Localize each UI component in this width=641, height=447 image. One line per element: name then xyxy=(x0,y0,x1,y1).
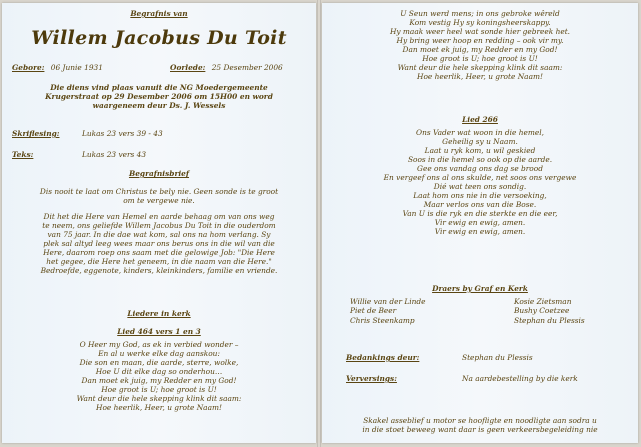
song-line: En al u werke elke dag aanskou: xyxy=(98,349,220,358)
died-value: 25 Desember 2006 xyxy=(211,63,283,72)
song-line: Dié wat teen ons sondig. xyxy=(433,182,527,191)
letter-heading: Begrafnisbrief xyxy=(128,169,190,178)
notice-line: Skakel asseblief u motor se hoofligte en noodligte aan sodra u xyxy=(363,416,597,425)
letter-body-line: Here, daarom roep ons saam met die gelowige Job: "Die Here xyxy=(43,248,275,257)
song1-verse3 xyxy=(322,9,638,81)
letter-body-line: Bedroefde, eggenote, kinders, kleinkinders, familie en vriende. xyxy=(40,266,278,275)
song-line: Hoe groot is U; hoe groot is U! xyxy=(101,385,217,394)
left-page xyxy=(2,3,316,443)
song-line: Hoe heerlik, Heer, u grote Naam! xyxy=(96,403,222,412)
bearer-name: Willie van der Linde xyxy=(350,297,426,306)
song-line: Gee ons vandag ons dag se brood xyxy=(417,164,543,173)
right-page xyxy=(322,3,638,443)
born-value: 06 Junie 1931 xyxy=(50,63,103,72)
born-label: Gebore: xyxy=(12,63,45,72)
bearer-name: Stephan du Plessis xyxy=(514,315,585,325)
letter-intro-line: om te vergewe nie. xyxy=(123,196,195,205)
bearers-heading: Draers by Graf en Kerk xyxy=(432,284,528,293)
song-line: Vir ewig en ewig, amen. xyxy=(434,227,526,236)
song1-heading: Lied 464 vers 1 en 3 xyxy=(117,327,201,336)
bearers-right-column xyxy=(514,297,585,325)
bearer-name: Kosie Zietsman xyxy=(514,297,572,306)
song-line: Ons Vader wat woon in die hemel, xyxy=(416,128,544,137)
letter-body-line: van 75 jaar. In die dae wat kom, sal ons na hom verlang. Sy xyxy=(47,230,271,239)
song2-heading: Lied 266 xyxy=(462,115,498,124)
letter-body-line: te neem, ons geliefde Willem Jacobus Du Toit in die ouderdom xyxy=(42,221,276,230)
song-line: Hy bring weer hoop en redding – ook vir my. xyxy=(396,36,564,45)
reading-label: Skriflesing: xyxy=(12,129,60,138)
song-line: Soos in die hemel so ook op die aarde. xyxy=(407,155,553,164)
reading-value: Lukas 23 vers 39 - 43 xyxy=(82,129,163,138)
song-line: Hy maak weer heel wat sonde hier gebreek het. xyxy=(389,27,571,36)
text-value: Lukas 23 vers 43 xyxy=(82,150,147,159)
song-line: Geheilig sy u Naam. xyxy=(442,137,518,146)
song-line: Laat u ryk kom, u wil geskied xyxy=(424,146,536,155)
service-line: Krugerstraat op 29 Desember 2006 om 15H00 en word xyxy=(45,92,273,101)
service-line: waargeneem deur Ds. J. Wessels xyxy=(92,101,226,110)
song2-lines xyxy=(322,128,638,236)
song-line: Hoe heerlik, Heer, u grote Naam! xyxy=(417,72,543,81)
song-line: Kom vestig Hy sy koningsheerskappy. xyxy=(409,18,551,27)
songs-heading: Liedere in kerk xyxy=(127,309,191,318)
song-line: Die son en maan, die aarde, sterre, wolke, xyxy=(79,358,239,367)
bearers-left-column xyxy=(350,297,425,325)
notice-line: in die stoet beweeg want daar is geen verkeersbegeleiding nie xyxy=(362,425,598,434)
song-line: O Heer my God, as ek in verbied wonder – xyxy=(79,340,239,349)
song-line: Maar verlos ons van die Bose. xyxy=(423,200,537,209)
song-line: Dan moet ek juig, my Redder en my God! xyxy=(81,376,237,385)
refresh-label: Verversings: xyxy=(346,374,397,383)
page-fold xyxy=(317,0,321,447)
song-line: En vergeef ons al ons skulde, net soos ons vergewe xyxy=(383,173,577,182)
bearer-name: Chris Steenkamp xyxy=(350,315,415,325)
service-details xyxy=(2,83,316,110)
song-line: U Seun werd mens; in ons gebroke wêreld xyxy=(400,9,560,18)
song1-verse1 xyxy=(2,340,316,412)
service-line: Die diens vind plaas vanuit die NG Moedergemeente xyxy=(50,83,268,92)
convoy-notice xyxy=(322,416,638,434)
song-line: Laat hom ons nie in die versoeking, xyxy=(413,191,547,200)
bearer-name: Bushy Coetzee xyxy=(514,306,570,316)
song-line: Want deur die hele skepping klink dit saam: xyxy=(76,394,242,403)
letter-body-line: het gegee, die Here het geneem, in die naam van die Here." xyxy=(46,257,272,266)
song-line: Want deur die hele skepping klink dit saam: xyxy=(397,63,563,72)
letter-body-line: Dit het die Here van Hemel en aarde behaag om van ons weg xyxy=(43,212,275,221)
song-line: Van U is die ryk en die sterkte en die eer, xyxy=(402,209,558,218)
letter-intro xyxy=(2,187,316,205)
letter-body xyxy=(2,212,316,275)
bearer-name: Piet de Beer xyxy=(350,306,397,316)
song-line: Dan moet ek juig, my Redder en my God! xyxy=(402,45,558,54)
deceased-name: Willem Jacobus Du Toit xyxy=(31,27,287,49)
letter-intro-line: Dis nooit te laat om Christus te bely nie. Geen sonde is te groot xyxy=(39,187,279,196)
letter-body-line: plek sal altyd leeg wees maar ons berus ons in die wil van die xyxy=(43,239,275,248)
refresh-value: Na aardebestelling by die kerk xyxy=(462,374,578,383)
funeral-heading: Begrafnis van xyxy=(130,9,188,18)
song-line: Vir ewig en ewig, amen. xyxy=(434,218,526,227)
thanks-label: Bedankings deur: xyxy=(346,353,420,362)
song-line: Hoe U dit elke dag so onderhou… xyxy=(95,367,223,376)
died-label: Oorlede: xyxy=(170,63,206,72)
thanks-value: Stephan du Plessis xyxy=(462,353,533,362)
song-line: Hoe groot is U; hoe groot is U! xyxy=(422,54,538,63)
text-label: Teks: xyxy=(12,150,34,159)
